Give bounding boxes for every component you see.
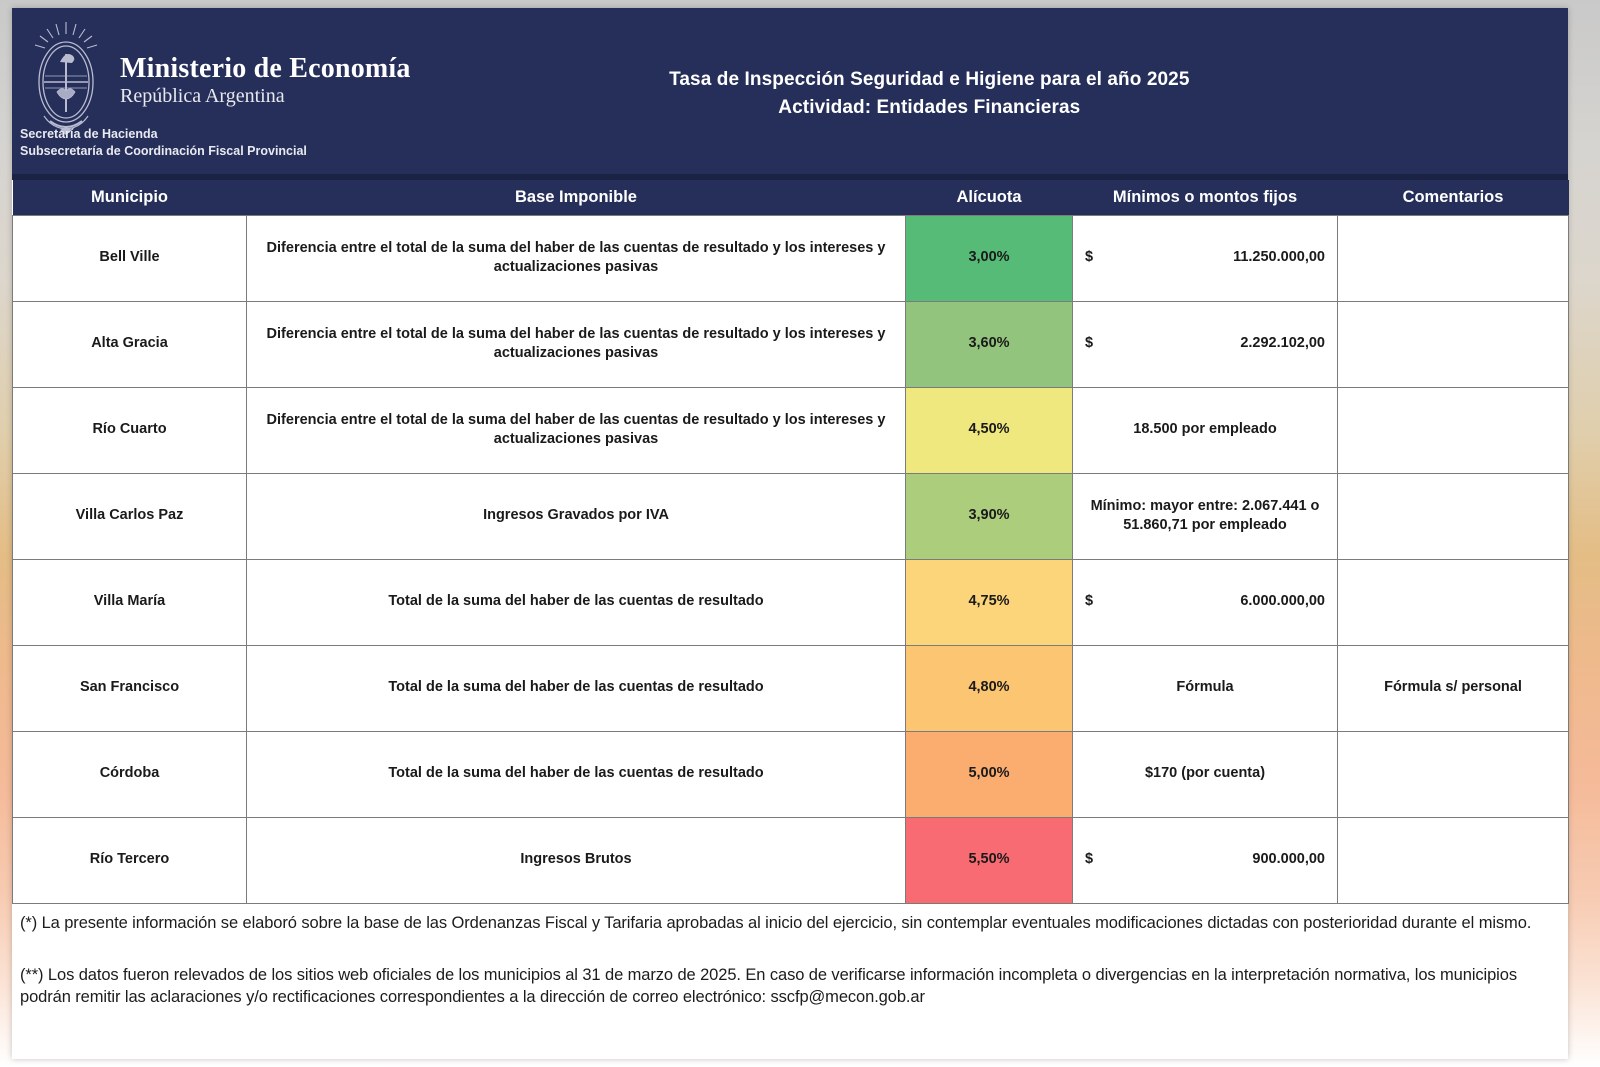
cell-minimo: $170 (por cuenta) xyxy=(1073,731,1338,817)
cell-alicuota: 4,50% xyxy=(906,387,1073,473)
cell-municipio: Córdoba xyxy=(13,731,247,817)
cell-base-imponible: Diferencia entre el total de la suma del haber de las cuentas de resultado y los intereses y actualizaciones pasivas xyxy=(247,215,906,301)
cell-comentarios: Fórmula s/ personal xyxy=(1338,645,1569,731)
cell-minimo: 18.500 por empleado xyxy=(1073,387,1338,473)
currency-amount: 11.250.000,00 xyxy=(1233,249,1325,266)
secretariat-line-2: Subsecretaría de Coordinación Fiscal Provincial xyxy=(20,144,307,159)
rates-table xyxy=(12,180,1569,904)
currency-symbol: $ xyxy=(1085,851,1094,868)
cell-base-imponible: Total de la suma del haber de las cuentas de resultado xyxy=(247,645,906,731)
cell-comentarios xyxy=(1338,731,1569,817)
cell-alicuota: 3,60% xyxy=(906,301,1073,387)
money-value xyxy=(1079,850,1331,869)
table-row xyxy=(13,215,1569,301)
cell-comentarios xyxy=(1338,473,1569,559)
cell-minimo: Mínimo: mayor entre: 2.067.441 o 51.860,71 por empleado xyxy=(1073,473,1338,559)
cell-municipio: Villa Carlos Paz xyxy=(13,473,247,559)
currency-symbol: $ xyxy=(1085,593,1094,610)
column-header-alicuota: Alícuota xyxy=(906,180,1073,215)
money-value xyxy=(1079,592,1331,611)
table-row xyxy=(13,645,1569,731)
cell-municipio: Río Tercero xyxy=(13,817,247,903)
money-value xyxy=(1079,248,1331,267)
title-line-2: Actividad: Entidades Financieras xyxy=(778,96,1081,118)
column-header-comentarios: Comentarios xyxy=(1338,180,1569,215)
cell-comentarios xyxy=(1338,301,1569,387)
title-line-1: Tasa de Inspección Seguridad e Higiene para el año 2025 xyxy=(669,69,1190,90)
column-header-minimos: Mínimos o montos fijos xyxy=(1073,180,1338,215)
table-row xyxy=(13,559,1569,645)
cell-base-imponible: Ingresos Brutos xyxy=(247,817,906,903)
currency-amount: 6.000.000,00 xyxy=(1240,593,1325,610)
cell-base-imponible: Ingresos Gravados por IVA xyxy=(247,473,906,559)
table-body xyxy=(13,215,1569,903)
column-header-municipio: Municipio xyxy=(13,180,247,215)
cell-base-imponible: Diferencia entre el total de la suma del haber de las cuentas de resultado y los intereses y actualizaciones pasivas xyxy=(247,387,906,473)
cell-alicuota: 4,80% xyxy=(906,645,1073,731)
table-row xyxy=(13,387,1569,473)
cell-municipio: Villa María xyxy=(13,559,247,645)
cell-alicuota: 3,00% xyxy=(906,215,1073,301)
cell-comentarios xyxy=(1338,817,1569,903)
cell-municipio: San Francisco xyxy=(13,645,247,731)
cell-alicuota: 4,75% xyxy=(906,559,1073,645)
cell-minimo xyxy=(1073,215,1338,301)
cell-comentarios xyxy=(1338,215,1569,301)
currency-amount: 2.292.102,00 xyxy=(1240,335,1325,352)
table-row xyxy=(13,731,1569,817)
cell-minimo xyxy=(1073,301,1338,387)
table-header-row xyxy=(13,180,1569,215)
header-banner xyxy=(12,8,1568,174)
ministry-name: Ministerio de Economía xyxy=(120,53,411,84)
cell-comentarios xyxy=(1338,559,1569,645)
cell-comentarios xyxy=(1338,387,1569,473)
cell-alicuota: 5,00% xyxy=(906,731,1073,817)
document-title xyxy=(411,8,1568,121)
cell-municipio: Alta Gracia xyxy=(13,301,247,387)
currency-symbol: $ xyxy=(1085,249,1094,266)
cell-base-imponible: Total de la suma del haber de las cuentas de resultado xyxy=(247,559,906,645)
table-row xyxy=(13,301,1569,387)
footnote-asterisk: (*) La presente información se elaboró sobre la base de las Ordenanzas Fiscal y Tarifaria aprobadas al inicio del ejercicio, sin contemplar eventuales modificaciones dictadas con posterioridad durante el mismo. xyxy=(20,913,1532,932)
secretariat-block xyxy=(20,126,307,160)
cell-alicuota: 5,50% xyxy=(906,817,1073,903)
secretariat-line-1: Secretaría de Hacienda xyxy=(20,127,158,142)
country-name: República Argentina xyxy=(120,85,285,108)
footnote-double-asterisk: (**) Los datos fueron relevados de los sitios web oficiales de los municipios al 31 de marzo de 2025. En caso de verificarse información incompleta o divergencias en la interpretación normativa, los municipios podrán remitir las aclaraciones y/o rectificaciones correspondientes a la dirección de correo electrónico: sscfp@mecon.gob.ar xyxy=(20,965,1517,1007)
footnotes xyxy=(12,904,1568,1009)
cell-minimo xyxy=(1073,817,1338,903)
currency-symbol: $ xyxy=(1085,335,1094,352)
cell-minimo: Fórmula xyxy=(1073,645,1338,731)
table-row xyxy=(13,817,1569,903)
column-header-base: Base Imponible xyxy=(247,180,906,215)
brand-block xyxy=(120,8,411,109)
document-page xyxy=(12,8,1568,1059)
cell-alicuota: 3,90% xyxy=(906,473,1073,559)
cell-base-imponible: Diferencia entre el total de la suma del haber de las cuentas de resultado y los intereses y actualizaciones pasivas xyxy=(247,301,906,387)
cell-base-imponible: Total de la suma del haber de las cuentas de resultado xyxy=(247,731,906,817)
currency-amount: 900.000,00 xyxy=(1252,851,1325,868)
money-value xyxy=(1079,334,1331,353)
cell-minimo xyxy=(1073,559,1338,645)
cell-municipio: Río Cuarto xyxy=(13,387,247,473)
cell-municipio: Bell Ville xyxy=(13,215,247,301)
table-row xyxy=(13,473,1569,559)
